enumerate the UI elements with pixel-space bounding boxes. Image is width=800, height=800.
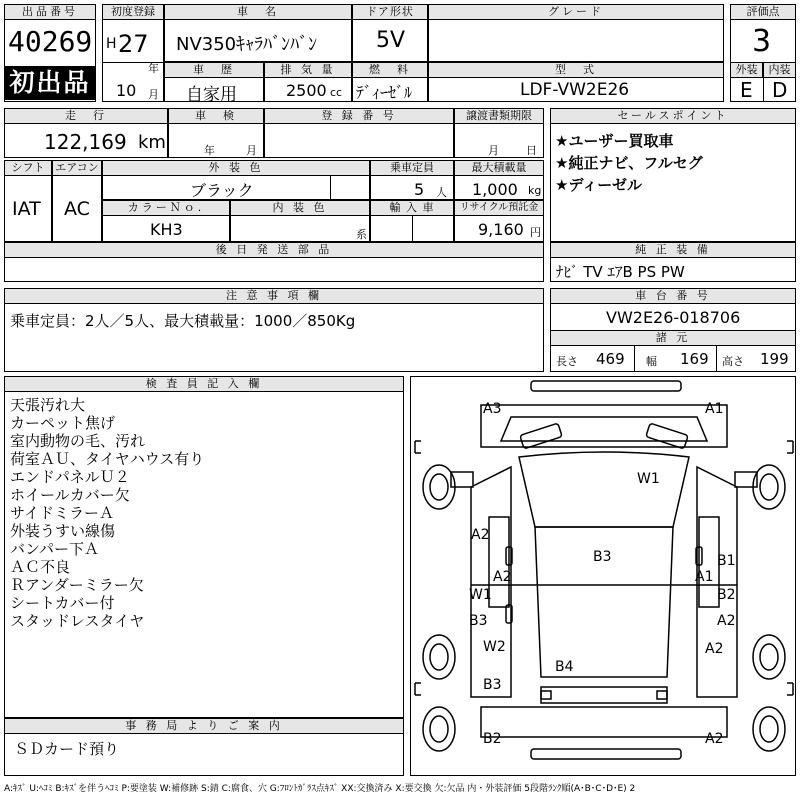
displacement-value: 2500 xyxy=(286,81,327,100)
later-parts-label: 後 日 発 送 部 品 xyxy=(4,242,544,258)
first-registration-label: 初度登録 xyxy=(102,4,164,20)
history-value: 自家用 xyxy=(186,85,237,105)
exterior-color-label: 外 装 色 xyxy=(102,160,370,176)
width-label: 幅 xyxy=(646,355,657,368)
inspection-month-unit: 月 xyxy=(246,144,257,157)
selling-points-label: セールスポイント xyxy=(550,108,796,124)
fuel-label: 燃 料 xyxy=(352,62,428,78)
damage-mark: B1 xyxy=(717,553,736,569)
exterior-grade-label: 外装 xyxy=(730,62,763,78)
capacity-label: 乗車定員 xyxy=(370,160,454,176)
car-outline-drawing xyxy=(411,377,797,777)
chassis-number: VW2E26-018706 xyxy=(606,308,741,327)
inspector-note: ＡＣ不良 xyxy=(10,558,71,576)
inspector-note: 外装うすい線傷 xyxy=(10,522,116,540)
interior-grade: D xyxy=(772,78,788,102)
month-unit: 月 xyxy=(148,88,159,101)
damage-mark: W1 xyxy=(469,587,492,603)
damage-mark: W2 xyxy=(483,639,506,655)
import-label: 輸 入 車 xyxy=(370,200,454,216)
inspector-note: 天張汚れ大 xyxy=(10,396,86,414)
registration-month: 10 xyxy=(116,81,137,100)
genuine-equipment: ﾅﾋﾞ TV ｴｱB PS PW xyxy=(556,263,685,281)
max-load-value: 1,000 xyxy=(472,180,518,199)
recycle-fee: 9,160 xyxy=(478,220,524,239)
inspector-note: 室内動物の毛、汚れ xyxy=(10,432,146,450)
car-name: NV350ｷｬﾗﾊﾞﾝﾊﾞﾝ xyxy=(176,34,318,55)
selling-point: ★純正ナビ、フルセグ xyxy=(555,154,703,172)
door-type: 5V xyxy=(376,28,406,53)
shift-value: IAT xyxy=(12,198,41,220)
fuel-value: ﾃﾞｨｰｾﾞﾙ xyxy=(356,83,413,102)
damage-mark: A3 xyxy=(483,401,502,417)
exterior-color: ブラック xyxy=(190,181,254,200)
damage-mark: B3 xyxy=(593,549,612,565)
inspection-year-unit: 年 xyxy=(204,144,215,157)
interior-color-suffix: 系 xyxy=(356,228,367,241)
year-unit: 年 xyxy=(148,62,159,75)
color-number: KH3 xyxy=(150,220,183,239)
inspector-note: 荷室ＡＵ、タイヤハウス有り xyxy=(10,450,205,468)
displacement-unit: cc xyxy=(330,86,343,99)
dimensions-label: 諸 元 xyxy=(550,330,796,346)
lot-number: 40269 xyxy=(8,25,93,58)
inspector-note: ホイールカバー欠 xyxy=(10,486,130,504)
score-label: 評価点 xyxy=(730,4,796,20)
interior-grade-label: 内装 xyxy=(763,62,796,78)
recycle-label: リサイクル預託金 xyxy=(454,200,544,216)
damage-mark: B4 xyxy=(555,659,574,675)
model-code-label: 型 式 xyxy=(428,62,724,78)
transfer-day-unit: 日 xyxy=(526,144,537,157)
selling-point: ★ディーゼル xyxy=(555,176,642,194)
damage-mark: A2 xyxy=(493,569,512,585)
inspector-note: エンドパネルＵ２ xyxy=(10,468,130,486)
max-load-label: 最大積載量 xyxy=(454,160,544,176)
inspector-note: シートカバー付 xyxy=(10,594,115,612)
office-label: 事 務 局 よ り ご 案 内 xyxy=(4,718,404,734)
chassis-label: 車 台 番 号 xyxy=(550,288,796,304)
inspector-label: 検 査 員 記 入 欄 xyxy=(4,376,404,392)
damage-mark: A2 xyxy=(705,641,724,657)
damage-mark: B3 xyxy=(483,677,502,693)
recycle-unit: 円 xyxy=(530,226,541,239)
damage-mark: A1 xyxy=(695,569,714,585)
lot-label: 出品番号 xyxy=(4,4,96,20)
shift-label: シフト xyxy=(4,160,52,176)
legend-text: A:ｷｽﾞ U:ﾍｺﾐ B:ｷｽﾞを伴うﾍｺﾐ P:要塗装 W:補修跡 S:錆 C:腐食、穴 G:ﾌﾛﾝﾄｶﾞﾗｽ点ｷｽﾞ XX:交換済み X:要交換 欠:欠品 内・外装評価 5段階ﾗﾝｸ順(A･B･C･D･E) 2 xyxy=(4,784,636,794)
inspector-note: カーペット焦げ xyxy=(10,414,116,432)
damage-mark: A1 xyxy=(705,401,724,417)
office-text: ＳＤカード預り xyxy=(14,740,120,758)
capacity-unit: 人 xyxy=(436,186,447,199)
genuine-equipment-label: 純 正 装 備 xyxy=(550,242,796,258)
mileage-value: 122,169 xyxy=(44,130,127,154)
selling-point: ★ユーザー買取車 xyxy=(555,132,674,150)
registration-number-label: 登 録 番 号 xyxy=(264,108,454,124)
transfer-deadline-label: 譲渡書類期限 xyxy=(454,108,544,124)
mileage-unit: km xyxy=(138,132,166,153)
inspector-note: スタッドレスタイヤ xyxy=(10,612,145,630)
interior-color-label: 内 装 色 xyxy=(230,200,370,216)
ac-label: エアコン xyxy=(52,160,102,176)
score-value: 3 xyxy=(752,24,772,59)
registration-year: 27 xyxy=(118,30,149,58)
inspector-note: Ｒアンダーミラー欠 xyxy=(10,576,144,594)
transfer-month-unit: 月 xyxy=(488,144,499,157)
exterior-grade: E xyxy=(740,78,753,102)
height-label: 高さ xyxy=(722,355,744,368)
first-listing-badge: 初出品 xyxy=(4,66,96,100)
length-value: 469 xyxy=(596,350,625,368)
model-code: LDF-VW2E26 xyxy=(520,80,630,100)
displacement-label: 排 気 量 xyxy=(264,62,352,78)
ac-value: AC xyxy=(64,198,90,220)
max-load-unit: kg xyxy=(528,184,542,197)
inspection-label: 車 検 xyxy=(168,108,264,124)
notes-label: 注 意 事 項 欄 xyxy=(4,288,544,304)
damage-mark: B2 xyxy=(483,731,502,747)
damage-mark: A2 xyxy=(705,731,724,747)
damage-mark: W1 xyxy=(637,471,660,487)
era: H xyxy=(106,36,117,52)
mileage-label: 走 行 xyxy=(4,108,168,124)
damage-diagram xyxy=(410,376,796,776)
history-label: 車 歴 xyxy=(164,62,264,78)
damage-mark: B3 xyxy=(469,613,488,629)
grade-label: グレード xyxy=(428,4,724,20)
width-value: 169 xyxy=(680,350,709,368)
color-number-label: カラーＮｏ. xyxy=(102,200,230,216)
notes-text: 乗車定員：2人／5人、最大積載量：1000／850Kg xyxy=(10,312,356,330)
capacity-value: 5 xyxy=(414,180,425,199)
damage-mark: B2 xyxy=(717,587,736,603)
door-label: ドア形状 xyxy=(352,4,428,20)
height-value: 199 xyxy=(760,350,789,368)
inspector-note: バンパー下Ａ xyxy=(10,540,99,558)
car-name-label: 車 名 xyxy=(164,4,352,20)
damage-mark: A2 xyxy=(717,613,736,629)
inspector-note: サイドミラーＡ xyxy=(10,504,114,522)
damage-mark: A2 xyxy=(471,527,490,543)
length-label: 長さ xyxy=(556,355,578,368)
